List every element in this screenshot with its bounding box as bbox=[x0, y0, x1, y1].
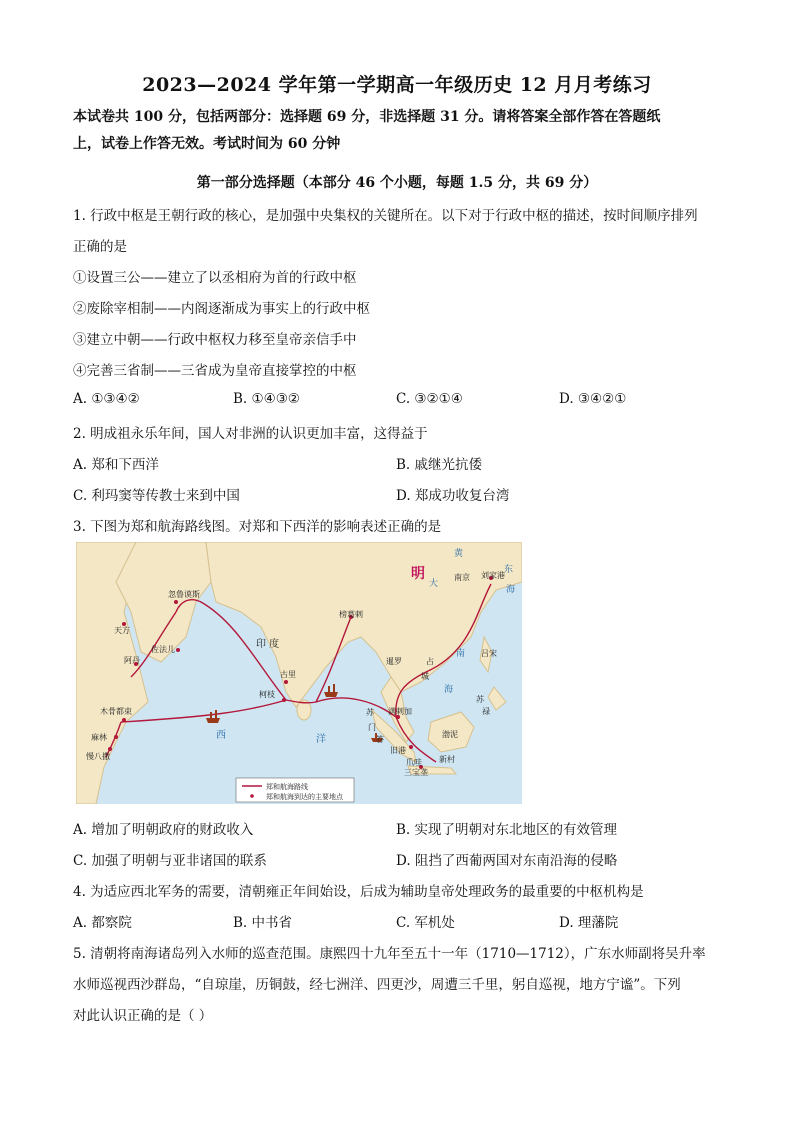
q1-item-2: ②废除宰相制——内阁逐渐成为事实上的行政中枢 bbox=[73, 301, 370, 317]
map-label-nan: 南 bbox=[456, 649, 466, 659]
map-label-donghai: 东 bbox=[504, 565, 514, 575]
map-label-hai-south: 海 bbox=[444, 685, 454, 695]
q1-item-3: ③建立中朝——行政中枢权力移至皇帝亲信手中 bbox=[73, 332, 357, 348]
q3-stem: 3. 下图为郑和航海路线图。对郑和下西洋的影响表述正确的是 bbox=[73, 519, 442, 535]
map-label-banggela: 榜葛剌 bbox=[339, 610, 363, 619]
section-title: 第一部分选择题（本部分 46 个小题，每题 1.5 分，共 69 分） bbox=[196, 175, 598, 191]
q1-item-1: ①设置三公——建立了以丞相府为首的行政中枢 bbox=[73, 270, 357, 286]
map-label-mugudushu: 木骨都束 bbox=[100, 707, 132, 716]
legend-place-swatch bbox=[250, 794, 254, 798]
legend-route-label: 郑和航海路线 bbox=[266, 783, 308, 791]
map-label-xianluo: 暹罗 bbox=[386, 657, 402, 666]
map-label-india: 印 度 bbox=[256, 639, 280, 650]
place-dot bbox=[122, 718, 126, 722]
map-label-jiugang: 旧港 bbox=[390, 746, 406, 755]
map-label-liujiagang: 刘家港 bbox=[481, 571, 505, 580]
map-label-hai-east: 海 bbox=[506, 585, 516, 595]
map-label-la: 答 bbox=[376, 735, 384, 744]
q4-option-a[interactable]: A. 都察院 bbox=[73, 915, 132, 931]
instructions-line-1: 本试卷共 100 分，包括两部分：选择题 69 分，非选择题 31 分。请将答案全部作答在答题纸 bbox=[73, 109, 661, 125]
map-label-menda: 门 bbox=[368, 723, 376, 732]
q5-stem-line-3: 对此认识正确的是（ ） bbox=[73, 1008, 213, 1024]
map-label-huanghai: 黄 bbox=[454, 549, 464, 559]
map-label-boni: 渤泥 bbox=[442, 730, 458, 739]
map-legend bbox=[236, 778, 354, 802]
map-label-yang: 洋 bbox=[316, 734, 326, 745]
q3-option-a[interactable]: A. 增加了明朝政府的财政收入 bbox=[73, 822, 254, 838]
map-label-manbasa: 慢八撒 bbox=[86, 752, 110, 761]
q3-option-c[interactable]: C. 加强了明朝与亚非诸国的联系 bbox=[73, 853, 267, 869]
map-label-manlajia: 满剌加 bbox=[388, 707, 412, 716]
map-label-guli: 古里 bbox=[280, 670, 296, 679]
map-label-tai: 大 bbox=[429, 579, 439, 589]
q1-option-c[interactable]: C. ③②①④ bbox=[396, 391, 463, 407]
q4-option-b[interactable]: B. 中书省 bbox=[233, 915, 293, 931]
place-dot bbox=[176, 648, 180, 652]
exam-instructions bbox=[73, 104, 723, 158]
place-dot bbox=[174, 600, 178, 604]
map-label-malin: 麻林 bbox=[91, 733, 107, 742]
q1-stem-line-2: 正确的是 bbox=[73, 239, 127, 255]
q3-option-b[interactable]: B. 实现了明朝对东北地区的有效管理 bbox=[396, 822, 618, 838]
map-label-lvsong: 吕宋 bbox=[481, 649, 497, 658]
q1-stem-line-1: 1. 行政中枢是王朝行政的核心，是加强中央集权的关键所在。以下对于行政中枢的描述，按时间顺序排列 bbox=[73, 208, 698, 224]
map-label-zhancheng-2: 城 bbox=[421, 672, 429, 681]
map-label-zuofaer: 佐法儿 bbox=[151, 645, 175, 654]
place-dot bbox=[282, 698, 286, 702]
map-label-nanjing: 南京 bbox=[454, 573, 470, 582]
q1-item-4: ④完善三省制——三省成为皇帝直接掌控的中枢 bbox=[73, 363, 357, 379]
page-title: 2023—2024 学年第一学期高一年级历史 12 月月考练习 bbox=[142, 74, 652, 96]
q1-option-b[interactable]: B. ①④③② bbox=[233, 391, 300, 407]
map-label-sulu-2: 禄 bbox=[482, 707, 490, 716]
map-label-sanbaolong: 三宝垄 bbox=[404, 768, 428, 777]
place-dot bbox=[108, 747, 112, 751]
map-label-zhuawa: 爪哇 bbox=[406, 758, 422, 767]
place-dot bbox=[114, 735, 118, 739]
q1-option-a[interactable]: A. ①③④② bbox=[73, 391, 140, 407]
q3-option-d[interactable]: D. 阻挡了西葡两国对东南沿海的侵略 bbox=[396, 853, 618, 869]
map-label-ming: 明 bbox=[411, 566, 425, 582]
zheng-he-route-map bbox=[76, 542, 522, 804]
map-label-su: 苏 bbox=[366, 708, 374, 717]
place-dot bbox=[284, 680, 288, 684]
q4-option-d[interactable]: D. 理藩院 bbox=[559, 915, 619, 931]
q4-stem: 4. 为适应西北军务的需要，清朝雍正年间始设，后成为辅助皇帝处理政务的最重要的中枢机构是 bbox=[73, 884, 644, 900]
legend-place-label: 郑和航海到达的主要地点 bbox=[266, 793, 343, 801]
q1-option-d[interactable]: D. ③④②① bbox=[559, 391, 627, 407]
map-label-xi: 西 bbox=[216, 730, 226, 741]
map-label-tianfang: 天方 bbox=[114, 626, 130, 635]
q2-option-c[interactable]: C. 利玛窦等传教士来到中国 bbox=[73, 488, 240, 504]
map-label-kezhi: 柯枝 bbox=[259, 690, 275, 699]
place-dot bbox=[409, 745, 413, 749]
map-label-hormuz: 忽鲁谟斯 bbox=[168, 590, 200, 599]
q5-stem-line-1: 5. 清朝将南海诸岛列入水师的巡查范围。康熙四十九年至五十一年（1710—1712），广东水师副将吴升率 bbox=[73, 946, 706, 962]
q2-stem: 2. 明成祖永乐年间，国人对非洲的认识更加丰富，这得益于 bbox=[73, 426, 428, 442]
q4-option-c[interactable]: C. 军机处 bbox=[396, 915, 455, 931]
map-label-sulu-1: 苏 bbox=[476, 695, 484, 704]
map-label-xincun: 新村 bbox=[439, 755, 455, 764]
q2-option-a[interactable]: A. 郑和下西洋 bbox=[73, 457, 159, 473]
map-label-adan: 阿丹 bbox=[124, 656, 140, 665]
map-label-zhancheng-1: 占 bbox=[426, 657, 434, 666]
q5-stem-line-2: 水师巡视西沙群岛，“自琼崖，历铜鼓，经七洲洋、四更沙，周遭三千里，躬自巡视，地方宁谧”。下列 bbox=[73, 977, 681, 993]
q2-option-b[interactable]: B. 戚继光抗倭 bbox=[396, 457, 483, 473]
instructions-line-2: 上，试卷上作答无效。考试时间为 60 分钟 bbox=[73, 136, 341, 152]
q2-option-d[interactable]: D. 郑成功收复台湾 bbox=[396, 488, 510, 504]
